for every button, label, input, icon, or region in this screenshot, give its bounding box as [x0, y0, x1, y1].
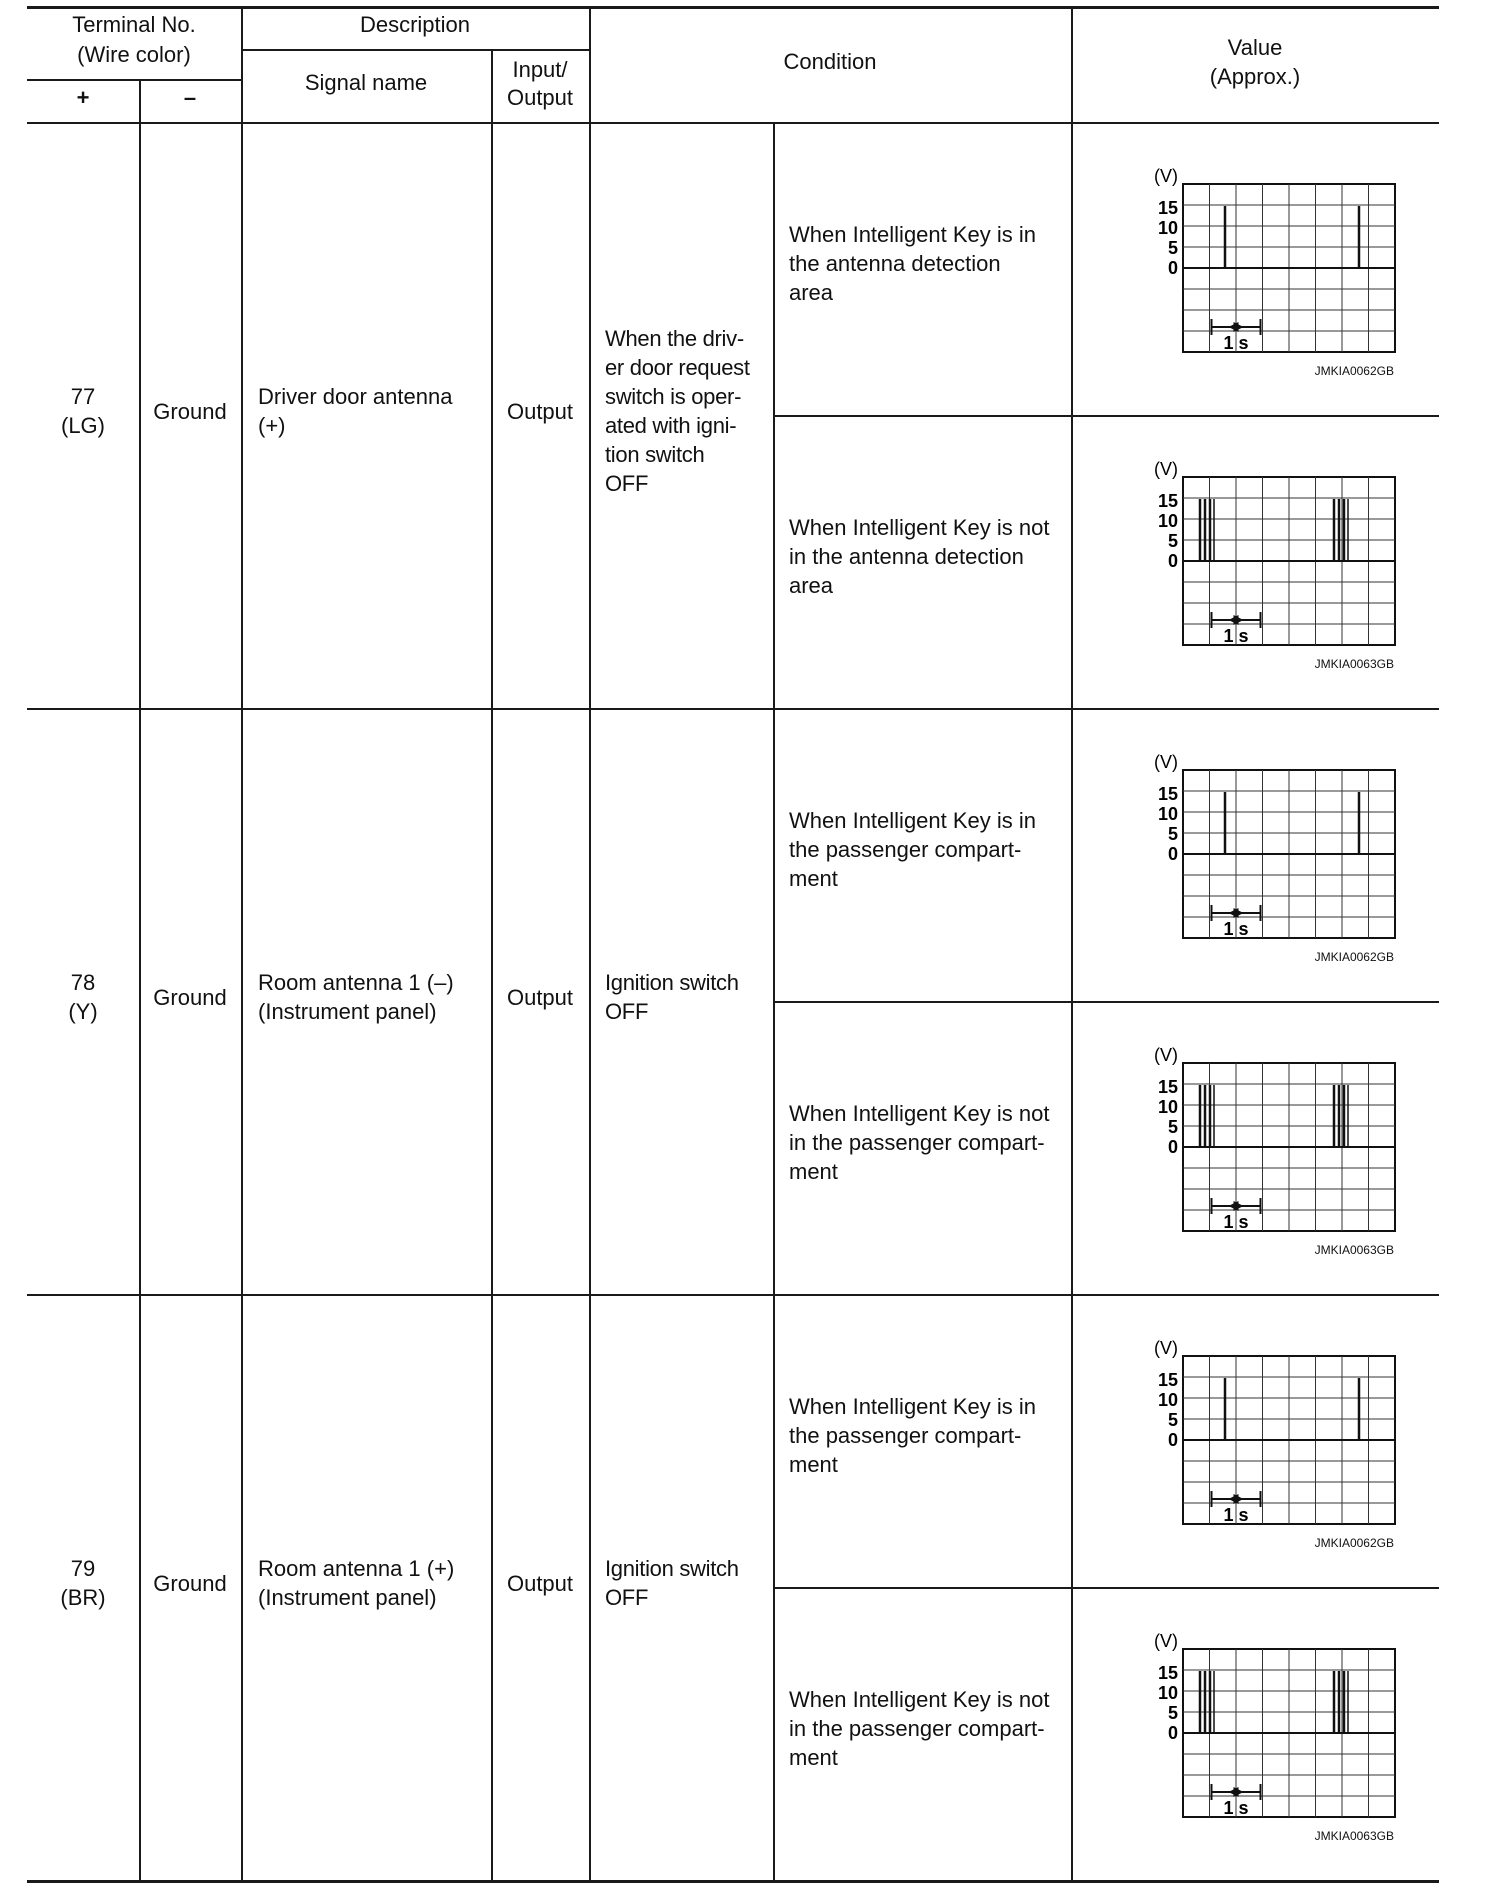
column-line-subcondition — [773, 122, 775, 1880]
header-rule-bottom — [27, 122, 1439, 124]
sub-condition-line: the passenger compart- — [789, 837, 1022, 862]
sub-condition-line: area — [789, 280, 834, 305]
scope-y-tick: 10 — [1157, 511, 1178, 531]
signal-name-line2: (Instrument panel) — [258, 999, 437, 1024]
sub-condition-line: the antenna detection — [789, 251, 1001, 276]
border-top — [27, 6, 1439, 9]
header-wire-color: (Wire color) — [77, 42, 191, 67]
column-line — [241, 6, 243, 1880]
condition-line: OFF — [605, 999, 649, 1024]
scope-y-unit: (V) — [1154, 1338, 1178, 1358]
figure-code: JMKIA0063GB — [1314, 1829, 1394, 1843]
input-output: Output — [506, 985, 574, 1010]
scope-time-label: 1 s — [1223, 1212, 1249, 1232]
scope-y-tick: 0 — [1167, 551, 1178, 571]
header-plus: + — [76, 85, 90, 110]
voltage-waveform — [1106, 1336, 1406, 1526]
signal-name-line1: Room antenna 1 (+) — [258, 1556, 455, 1581]
sub-condition-line: When Intelligent Key is not — [789, 1101, 1050, 1126]
signal-name-line2: (Instrument panel) — [258, 1585, 437, 1610]
subrow-divider — [773, 415, 1439, 417]
condition-line: Ignition switch — [605, 1556, 739, 1581]
figure-code: JMKIA0062GB — [1314, 1536, 1394, 1550]
sub-condition-line: in the antenna detection — [789, 544, 1024, 569]
header-terminal-no: Terminal No. — [72, 12, 196, 37]
condition-line: When the driv- — [605, 326, 744, 351]
sub-condition-line: ment — [789, 1452, 838, 1477]
sub-condition-line: When Intelligent Key is not — [789, 515, 1050, 540]
scope-y-tick: 10 — [1157, 1390, 1178, 1410]
signal-name-line1: Room antenna 1 (–) — [258, 970, 454, 995]
scope-y-tick: 10 — [1157, 804, 1178, 824]
scope-y-tick: 15 — [1157, 784, 1178, 804]
scope-y-tick: 15 — [1157, 1663, 1178, 1683]
header-condition: Condition — [783, 49, 877, 74]
row-divider — [27, 708, 1439, 710]
scope-time-label: 1 s — [1223, 333, 1249, 353]
ground-terminal: Ground — [153, 985, 227, 1010]
column-line — [139, 79, 141, 1880]
scope-y-unit: (V) — [1154, 459, 1178, 479]
input-output: Output — [506, 1571, 574, 1596]
header-input-output-line2: Output — [506, 85, 574, 110]
header-rule-terminal — [27, 79, 241, 81]
signal-name-line1: Driver door antenna — [258, 384, 453, 409]
scope-time-label: 1 s — [1223, 626, 1249, 646]
scope-y-tick: 0 — [1167, 258, 1178, 278]
voltage-waveform — [1106, 1043, 1406, 1233]
terminal-number: 77 — [70, 384, 96, 409]
scope-y-tick: 15 — [1157, 1077, 1178, 1097]
subrow-divider — [773, 1587, 1439, 1589]
scope-y-tick: 5 — [1167, 1117, 1178, 1137]
scope-y-tick: 10 — [1157, 1683, 1178, 1703]
figure-code: JMKIA0062GB — [1314, 364, 1394, 378]
scope-y-tick: 10 — [1157, 218, 1178, 238]
border-bottom — [27, 1880, 1439, 1883]
header-value-line2: (Approx.) — [1209, 64, 1301, 89]
scope-time-label: 1 s — [1223, 1505, 1249, 1525]
header-input-output-line1: Input/ — [512, 57, 568, 82]
sub-condition-line: the passenger compart- — [789, 1423, 1022, 1448]
header-value-line1: Value — [1227, 35, 1283, 60]
condition-line: switch is oper- — [605, 384, 742, 409]
scope-y-tick: 0 — [1167, 1723, 1178, 1743]
sub-condition-line: When Intelligent Key is in — [789, 1394, 1037, 1419]
scope-y-unit: (V) — [1154, 1045, 1178, 1065]
condition-line: tion switch — [605, 442, 705, 467]
header-minus: – — [183, 85, 197, 110]
sub-condition-line: in the passenger compart- — [789, 1716, 1045, 1741]
wire-color: (Y) — [68, 999, 98, 1024]
scope-y-tick: 0 — [1167, 844, 1178, 864]
scope-y-tick: 5 — [1167, 824, 1178, 844]
sub-condition-line: ment — [789, 1159, 838, 1184]
figure-code: JMKIA0062GB — [1314, 950, 1394, 964]
scope-y-unit: (V) — [1154, 166, 1178, 186]
scope-y-tick: 15 — [1157, 491, 1178, 511]
figure-code: JMKIA0063GB — [1314, 657, 1394, 671]
sub-condition-line: When Intelligent Key is in — [789, 222, 1037, 247]
condition-line: Ignition switch — [605, 970, 739, 995]
scope-y-unit: (V) — [1154, 752, 1178, 772]
column-line — [589, 6, 591, 1880]
subrow-divider — [773, 1001, 1439, 1003]
row-divider — [27, 1294, 1439, 1296]
condition-line: ated with igni- — [605, 413, 737, 438]
voltage-waveform — [1106, 1629, 1406, 1819]
ground-terminal: Ground — [153, 1571, 227, 1596]
condition-line: er door request — [605, 355, 750, 380]
condition-line: OFF — [605, 1585, 649, 1610]
scope-y-tick: 10 — [1157, 1097, 1178, 1117]
sub-condition-line: When Intelligent Key is in — [789, 808, 1037, 833]
column-line — [491, 49, 493, 1880]
figure-code: JMKIA0063GB — [1314, 1243, 1394, 1257]
scope-y-tick: 5 — [1167, 1410, 1178, 1430]
header-rule-description — [241, 49, 589, 51]
voltage-waveform — [1106, 457, 1406, 647]
wire-color: (BR) — [60, 1585, 106, 1610]
scope-y-tick: 5 — [1167, 238, 1178, 258]
scope-y-tick: 15 — [1157, 198, 1178, 218]
terminal-number: 79 — [70, 1556, 96, 1581]
scope-time-label: 1 s — [1223, 919, 1249, 939]
scope-y-tick: 15 — [1157, 1370, 1178, 1390]
scope-y-tick: 5 — [1167, 531, 1178, 551]
sub-condition-line: When Intelligent Key is not — [789, 1687, 1050, 1712]
condition-line: OFF — [605, 471, 649, 496]
scope-y-tick: 0 — [1167, 1137, 1178, 1157]
scope-y-unit: (V) — [1154, 1631, 1178, 1651]
terminal-number: 78 — [70, 970, 96, 995]
voltage-waveform — [1106, 750, 1406, 940]
ground-terminal: Ground — [153, 399, 227, 424]
sub-condition-line: in the passenger compart- — [789, 1130, 1045, 1155]
signal-name-line2: (+) — [258, 413, 286, 438]
sub-condition-line: ment — [789, 866, 838, 891]
input-output: Output — [506, 399, 574, 424]
sub-condition-line: area — [789, 573, 834, 598]
header-signal-name: Signal name — [304, 70, 428, 95]
header-description: Description — [359, 12, 471, 37]
scope-y-tick: 0 — [1167, 1430, 1178, 1450]
scope-y-tick: 5 — [1167, 1703, 1178, 1723]
scope-time-label: 1 s — [1223, 1798, 1249, 1818]
sub-condition-line: ment — [789, 1745, 838, 1770]
wire-color: (LG) — [61, 413, 105, 438]
column-line — [1071, 6, 1073, 1880]
voltage-waveform — [1106, 164, 1406, 354]
